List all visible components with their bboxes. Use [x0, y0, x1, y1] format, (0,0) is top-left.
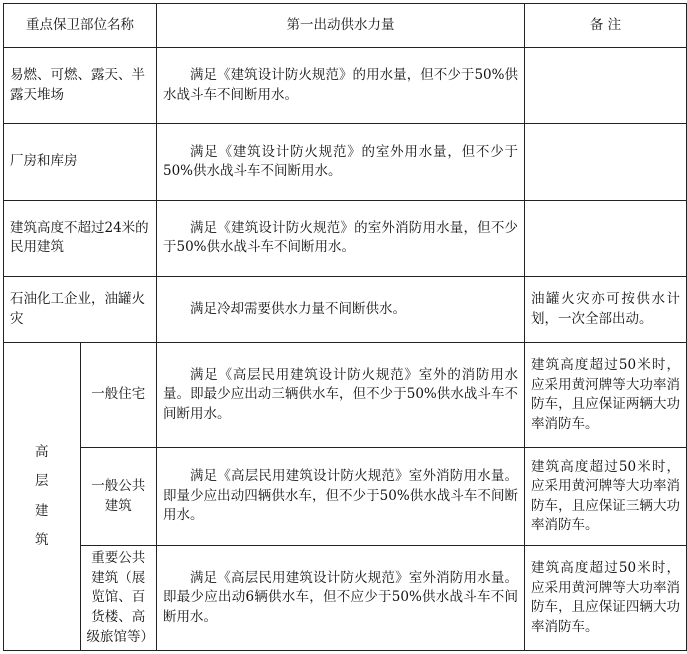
- table-row: [4, 200, 687, 276]
- row-location: 建筑高度不超过24米的民用建筑: [4, 200, 157, 276]
- row-location: 重要公共建筑（展览馆、百货楼、高级旅馆等）: [80, 546, 157, 651]
- row-location: 易燃、可燃、露天、半露天堆场: [4, 48, 157, 124]
- group-label-char: 高: [35, 443, 49, 460]
- table-row: [4, 48, 687, 124]
- row-supply: 满足冷却需要供水力量不间断供水。: [157, 277, 525, 343]
- row-supply: 满足《高层民用建筑设计防火规范》室外的消防用水量。即最少应出动三辆供水车，但不少于50%供水战斗车不间断用水。: [157, 343, 525, 448]
- row-supply: 满足《建筑设计防火规范》的用水量，但不少于50%供水战斗车不间断用水。: [157, 48, 525, 124]
- header-note: 备 注: [525, 4, 687, 48]
- row-location: 厂房和库房: [4, 124, 157, 200]
- row-note: 建筑高度超过50米时，应采用黄河牌等大功率消防车，且应保证两辆大功率消防车。: [525, 343, 687, 448]
- row-location: 一般住宅: [80, 343, 157, 448]
- row-supply: 满足《建筑设计防火规范》的室外用水量，但不少于50%供水战斗车不间断用水。: [157, 124, 525, 200]
- group-label-highrise: [4, 343, 81, 651]
- row-location: 一般公共建筑: [80, 447, 157, 545]
- table-row: [4, 343, 687, 448]
- row-note: 建筑高度超过50米时，应采用黄河牌等大功率消防车，且应保证三辆大功率消防车。: [525, 447, 687, 545]
- row-note: [525, 200, 687, 276]
- row-supply: 满足《建筑设计防火规范》的室外消防用水量，但不少于50%供水战斗车不间断用水。: [157, 200, 525, 276]
- row-note: [525, 124, 687, 200]
- fire-water-supply-table: [3, 3, 687, 651]
- row-note: 油罐火灾亦可按供水计划，一次全部出动。: [525, 277, 687, 343]
- row-location: 石油化工企业，油罐火灾: [4, 277, 157, 343]
- row-note: 建筑高度超过50米时，应采用黄河牌等大功率消防车，且应保证四辆大功率消防车。: [525, 546, 687, 651]
- group-label-char: 层: [35, 473, 49, 490]
- table-row: [4, 277, 687, 343]
- row-supply: 满足《高层民用建筑设计防火规范》室外消防用水量。即最少应出动6辆供水车，但不应少于50%供水战斗车不间断用水。: [157, 546, 525, 651]
- table-row: [4, 546, 687, 651]
- row-supply: 满足《高层民用建筑设计防火规范》室外消防用水量。即量少应出动四辆供水车，但不少于50%供水战斗车不间断用水。: [157, 447, 525, 545]
- group-label-char: 筑: [35, 532, 49, 549]
- header-location: 重点保卫部位名称: [4, 4, 157, 48]
- group-label-char: 建: [35, 502, 49, 519]
- table-row: [4, 447, 687, 545]
- table-row: [4, 124, 687, 200]
- header-supply: 第一出动供水力量: [157, 4, 525, 48]
- header-row: [4, 4, 687, 48]
- row-note: [525, 48, 687, 124]
